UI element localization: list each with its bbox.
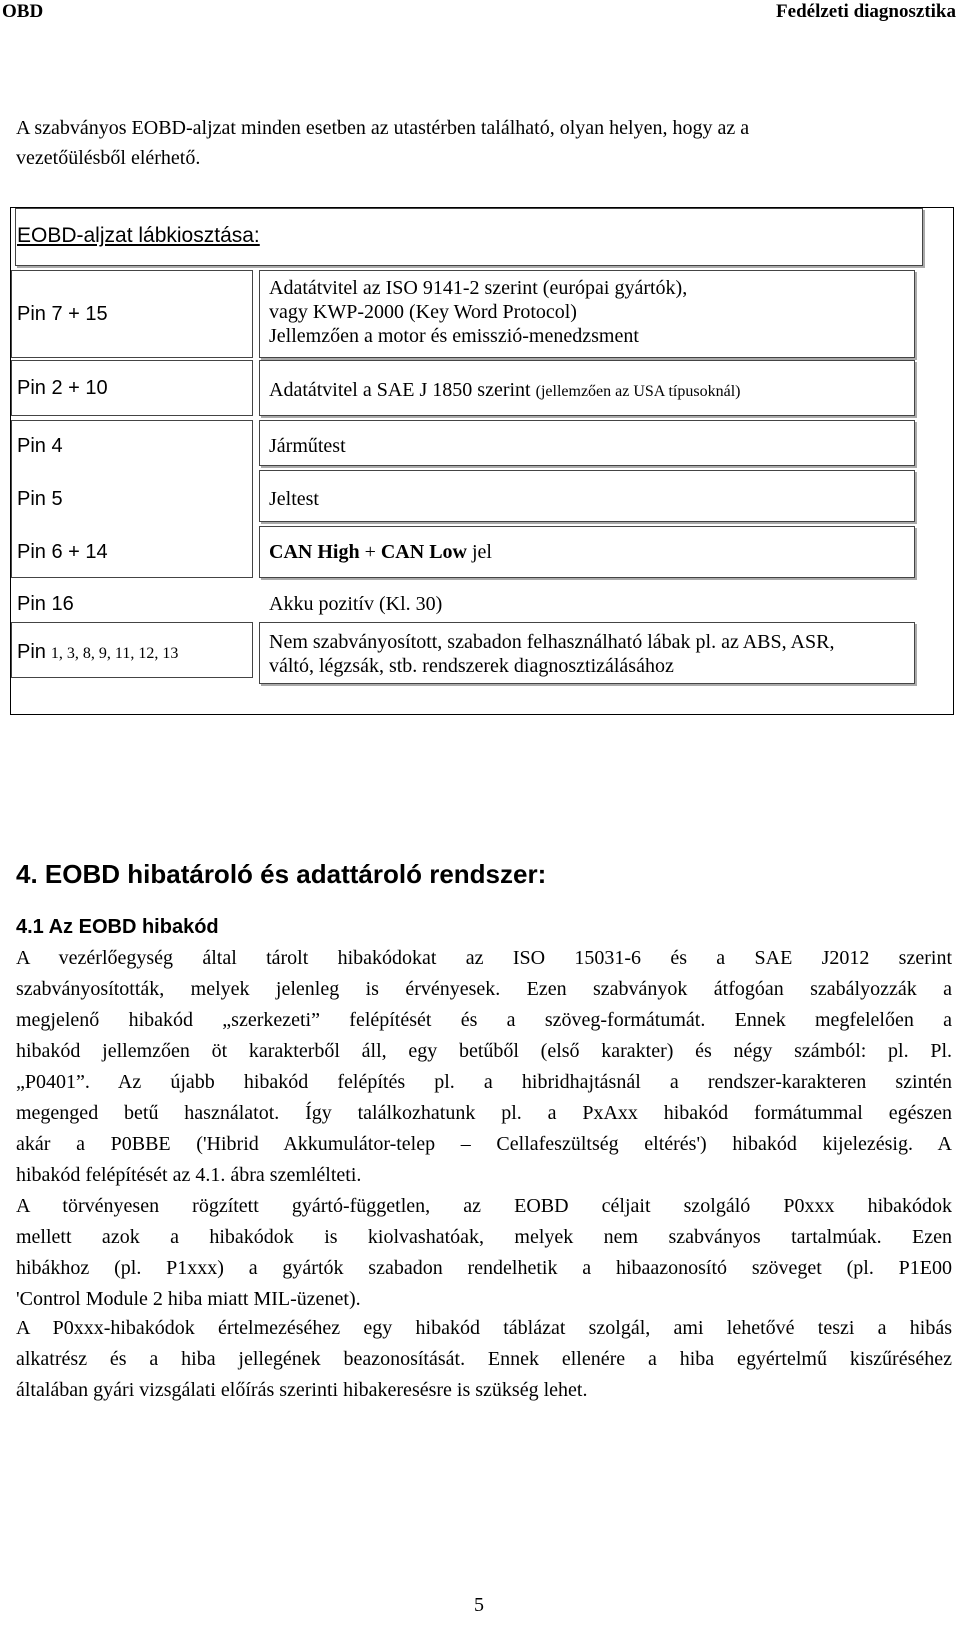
text-line: A törvényesen rögzített gyártó-független, az EOBD céljait szolgáló P0xxx hibakódok	[16, 1195, 952, 1217]
section-title: 4. EOBD hibatároló és adattároló rendszer:	[16, 859, 547, 889]
intro-line: vezetőülésből elérhető.	[16, 147, 201, 169]
pin-desc: Jeltest	[269, 488, 319, 510]
pin-desc-main: Adatátvitel a SAE J 1850 szerint	[269, 379, 531, 401]
table-title: EOBD-aljzat lábkiosztása:	[17, 224, 260, 247]
text-line: megjelenő hibakód „szerkezeti” felépítését és a szöveg-formátumát. Ennek megfelelően a	[16, 1009, 952, 1031]
subsection-title: 4.1 Az EOBD hibakód	[16, 916, 219, 938]
page-number: 5	[474, 1594, 484, 1616]
text-line: A vezérlőegység által tárolt hibakódokat az ISO 15031-6 és a SAE J2012 szerint	[16, 947, 952, 969]
paragraph-3	[16, 1313, 952, 1406]
pin-label: Pin 5	[17, 488, 63, 510]
pin-table	[10, 207, 954, 715]
pin-desc: CAN High + CAN Low jel	[269, 541, 492, 563]
pin-label: Pin 7 + 15	[17, 303, 108, 325]
pin-desc: Járműtest	[269, 435, 346, 457]
text-line: A P0xxx-hibakódok értelmezéséhez egy hibakód táblázat szolgál, ami lehetővé teszi a hibás	[16, 1317, 952, 1339]
text-line: „P0401”. Az újabb hibakód felépítés pl. a hibridhajtásnál a rendszer-karakteren szintén	[16, 1071, 952, 1093]
pin-desc-line: Nem szabványosított, szabadon felhasználható lábak pl. az ABS, ASR,	[269, 631, 835, 653]
text-line: 'Control Module 2 hiba miatt MIL-üzenet).	[16, 1288, 361, 1310]
pin-desc-line: vagy KWP-2000 (Key Word Protocol)	[269, 301, 577, 323]
text-line: általában gyári vizsgálati előírás szerinti hibakeresésre is szükség lehet.	[16, 1379, 588, 1401]
intro-paragraph	[16, 113, 946, 173]
text-line: hibákhoz (pl. P1xxx) a gyártók szabadon rendelhetik a hibaazonosító szöveget (pl. P1E00	[16, 1257, 952, 1279]
pin-desc-note: (jellemzően az USA típusoknál)	[535, 383, 741, 400]
pin-label-numbers: 1, 3, 8, 9, 11, 12, 13	[50, 645, 179, 662]
desc-cell	[259, 420, 915, 466]
pin-label: Pin 2 + 10	[17, 377, 108, 399]
text-line: hibakód jellemzően öt karakterből áll, egy betűből (első karakter) és négy számból: pl. Pl.	[16, 1040, 952, 1062]
pin-label	[17, 640, 178, 666]
paragraph-1	[16, 943, 952, 1191]
pin-label-main: Pin	[17, 641, 46, 663]
text-line: alkatrész és a hiba jellegének beazonosítását. Ennek ellenére a hiba egyértelmű kiszűréséhez	[16, 1348, 952, 1370]
header-left: OBD	[2, 1, 44, 22]
text-line: akár a P0BBE ('Hibrid Akkumulátor-telep – Cellafeszültség eltérés') hibakód kijelezésig. A	[16, 1133, 952, 1155]
pin-desc-line: Adatátvitel az ISO 9141-2 szerint (európai gyártók),	[269, 277, 688, 299]
pin-label: Pin 16	[17, 593, 74, 615]
intro-line: A szabványos EOBD-aljzat minden esetben az utastérben található, olyan helyen, hogy az a	[16, 117, 750, 139]
paragraph-2	[16, 1191, 952, 1315]
header-right: Fedélzeti diagnosztika	[776, 1, 956, 22]
pin-desc-line: Jellemzően a motor és emisszió-menedzsment	[269, 325, 639, 347]
pin-label: Pin 6 + 14	[17, 541, 108, 563]
desc-cell	[259, 470, 915, 522]
pin-desc: Akku pozitív (Kl. 30)	[269, 593, 443, 615]
pin-desc-line: váltó, légzsák, stb. rendszerek diagnosztizálásához	[269, 655, 674, 677]
text-line: hibakód felépítését az 4.1. ábra szemlélteti.	[16, 1164, 362, 1186]
pin-label: Pin 4	[17, 435, 63, 457]
text-line: mellett azok a hibakódok is kiolvashatóak, melyek nem szabványos tartalmúak. Ezen	[16, 1226, 952, 1248]
text-line: szabványosították, melyek jelenleg is érvényesek. Ezen szabványok átfogóan szabályozzák a	[16, 978, 952, 1000]
pin-desc	[269, 378, 740, 404]
text-line: megenged betű használatot. Így találkozhatunk pl. a PxAxx hibakód formátummal egészen	[16, 1102, 952, 1124]
